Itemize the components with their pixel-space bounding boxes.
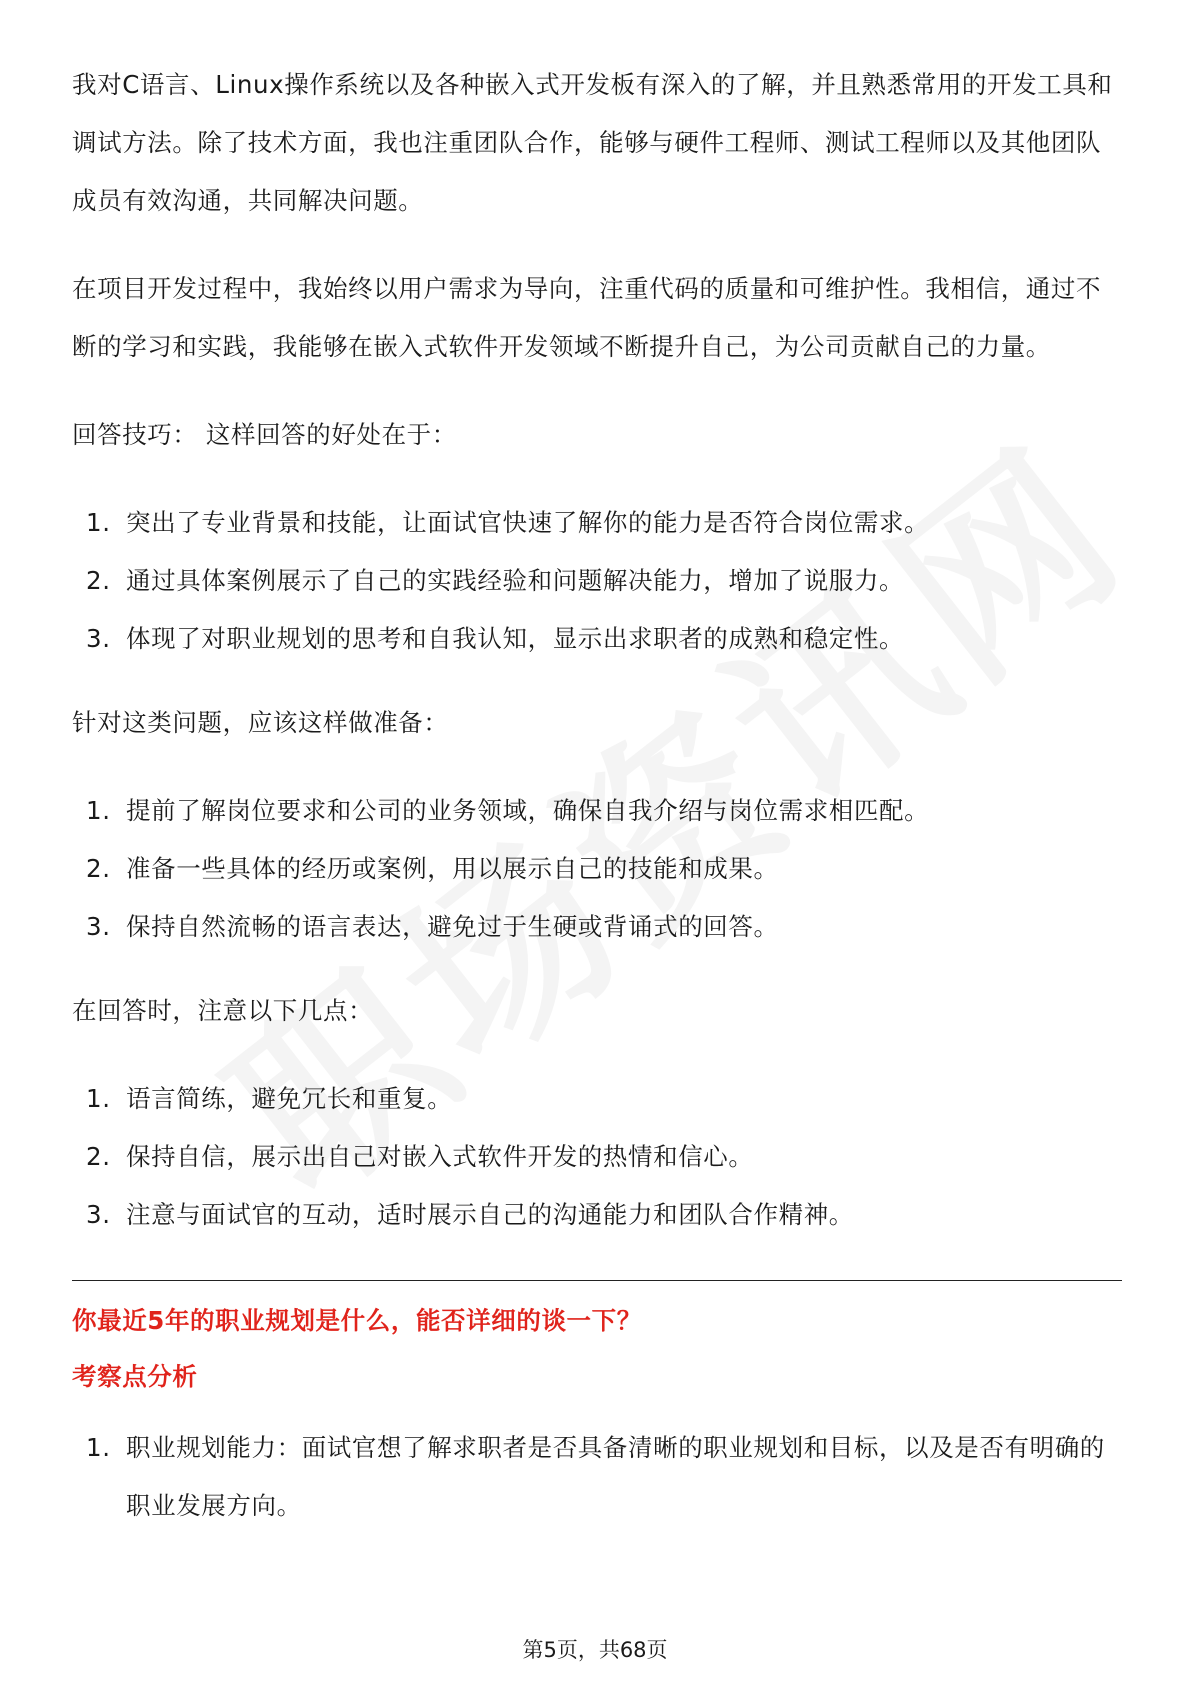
list-item-text: 提前了解岗位要求和公司的业务领域，确保自我介绍与岗位需求相匹配。: [126, 796, 930, 825]
notes-list: [72, 1070, 1122, 1244]
list-item: [72, 552, 1122, 610]
page-footer: 第5页，共68页: [522, 1638, 668, 1662]
list-number: 1.: [86, 508, 111, 537]
prep-list: [72, 782, 1122, 956]
list-number: 1.: [86, 1084, 111, 1113]
paragraph: 我对C语言、Linux操作系统以及各种嵌入式开发板有深入的了解，并且熟悉常用的开发工具和调试方法。除了技术方面，我也注重团队合作，能够与硬件工程师、测试工程师以及其他团队成员有效沟通，共同解决问题。: [72, 70, 1113, 215]
paragraph: 在项目开发过程中，我始终以用户需求为导向，注重代码的质量和可维护性。我相信，通过不断的学习和实践，我能够在嵌入式软件开发领域不断提升自己，为公司贡献自己的力量。: [72, 274, 1102, 361]
list-number: 1.: [86, 1433, 111, 1462]
list-item-text: 突出了专业背景和技能，让面试官快速了解你的能力是否符合岗位需求。: [126, 508, 930, 537]
list-item-text: 保持自然流畅的语言表达，避免过于生硬或背诵式的回答。: [126, 912, 779, 941]
list-item-text: 通过具体案例展示了自己的实践经验和问题解决能力，增加了说服力。: [126, 566, 905, 595]
list-item-text: 职业规划能力：面试官想了解求职者是否具备清晰的职业规划和目标，以及是否有明确的职业发展方向。: [126, 1433, 1105, 1520]
list-number: 3.: [86, 1200, 111, 1229]
list-item-text: 保持自信，展示出自己对嵌入式软件开发的热情和信心。: [126, 1142, 754, 1171]
tips-list: [72, 494, 1122, 668]
list-item: [72, 782, 1122, 840]
section-divider: [72, 1280, 1122, 1281]
list-item-text: 注意与面试官的互动，适时展示自己的沟通能力和团队合作精神。: [126, 1200, 854, 1229]
list-item-text: 体现了对职业规划的思考和自我认知，显示出求职者的成熟和稳定性。: [126, 624, 905, 653]
list-number: 3.: [86, 624, 111, 653]
notes-heading: 在回答时，注意以下几点：: [72, 996, 374, 1025]
list-item-text: 准备一些具体的经历或案例，用以展示自己的技能和成果。: [126, 854, 779, 883]
question-title: 你最近5年的职业规划是什么，能否详细的谈一下？: [72, 1306, 642, 1335]
list-number: 3.: [86, 912, 111, 941]
analysis-list: [72, 1419, 1122, 1535]
list-item: [72, 1186, 1122, 1244]
list-item: [72, 1128, 1122, 1186]
list-item: [72, 840, 1122, 898]
list-item: [72, 1419, 1122, 1535]
tips-heading: 回答技巧： 这样回答的好处在于：: [72, 420, 457, 449]
list-number: 2.: [86, 566, 111, 595]
list-item: [72, 494, 1122, 552]
list-number: 2.: [86, 854, 111, 883]
list-item: [72, 898, 1122, 956]
list-number: 1.: [86, 796, 111, 825]
document-body: [72, 56, 1122, 1561]
analysis-heading: 考察点分析: [72, 1362, 198, 1391]
list-item: [72, 610, 1122, 668]
list-item: [72, 1070, 1122, 1128]
prep-heading: 针对这类问题，应该这样做准备：: [72, 708, 449, 737]
list-item-text: 语言简练，避免冗长和重复。: [126, 1084, 453, 1113]
list-number: 2.: [86, 1142, 111, 1171]
